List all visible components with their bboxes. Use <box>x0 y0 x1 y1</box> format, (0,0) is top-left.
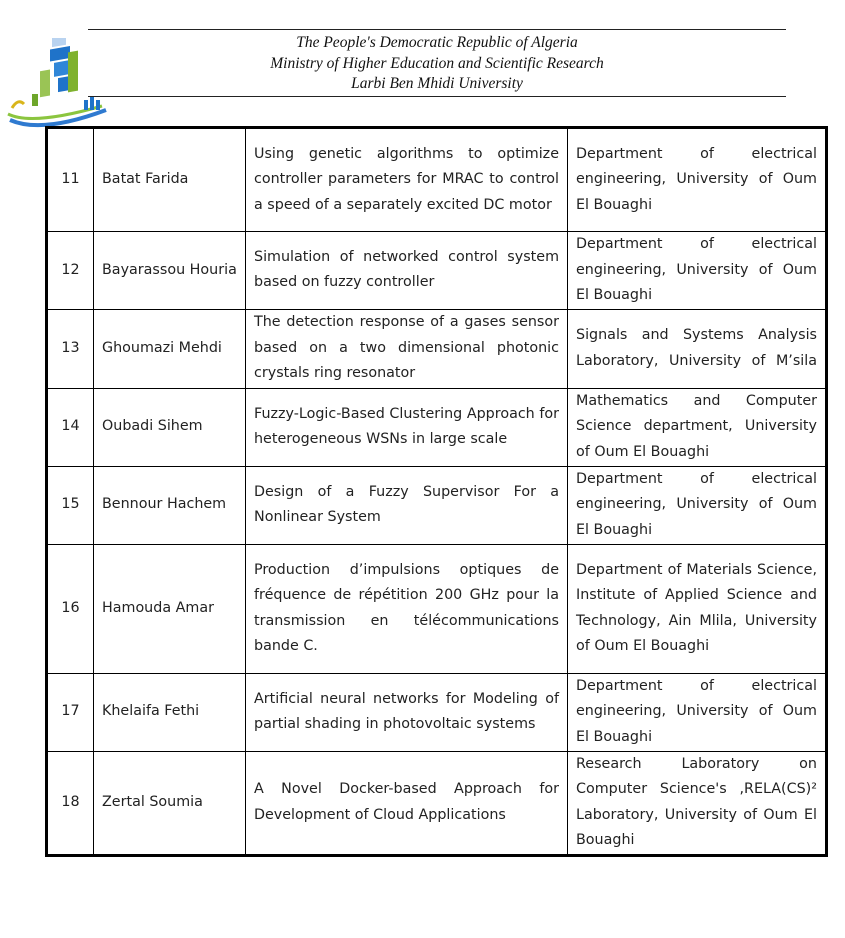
row-number: 17 <box>47 673 94 751</box>
header-university: Larbi Ben Mhidi University <box>351 75 523 92</box>
table-row <box>47 388 827 466</box>
table-row <box>47 751 827 855</box>
paper-title: Using genetic algorithms to optimize controller parameters for MRAC to control a speed of a separately excited DC motor <box>246 128 568 232</box>
affiliation: Department of Materials Science, Institute of Applied Science and Technology, Ain Mlila, University of Oum El Bouaghi <box>568 544 827 673</box>
paper-title: Production d’impulsions optiques de fréquence de répétition 200 GHz pour la transmission en télécommunications bande C. <box>246 544 568 673</box>
row-number: 13 <box>47 309 94 388</box>
author-name: Oubadi Sihem <box>94 388 246 466</box>
author-name: Zertal Soumia <box>94 751 246 855</box>
affiliation: Mathematics and Computer Science department, University of Oum El Bouaghi <box>568 388 827 466</box>
row-number: 16 <box>47 544 94 673</box>
row-number: 15 <box>47 466 94 544</box>
author-name: Bennour Hachem <box>94 466 246 544</box>
affiliation: Signals and Systems Analysis Laboratory, University of M’sila <box>568 309 827 388</box>
paper-title: Simulation of networked control system based on fuzzy controller <box>246 232 568 310</box>
header-bottom-rule <box>88 96 786 97</box>
author-name: Bayarassou Houria <box>94 232 246 310</box>
affiliation: Department of electrical engineering, University of Oum El Bouaghi <box>568 128 827 232</box>
affiliation: Research Laboratory on Computer Science's ,RELA(CS)² Laboratory, University of Oum El Bouaghi <box>568 751 827 855</box>
header-top-rule <box>88 29 786 30</box>
author-name: Khelaifa Fethi <box>94 673 246 751</box>
author-name: Ghoumazi Mehdi <box>94 309 246 388</box>
table-row <box>47 466 827 544</box>
paper-title: The detection response of a gases sensor based on a two dimensional photonic crystals ring resonator <box>246 309 568 388</box>
row-number: 12 <box>47 232 94 310</box>
affiliation: Department of electrical engineering, University of Oum El Bouaghi <box>568 466 827 544</box>
paper-title: Fuzzy-Logic-Based Clustering Approach for heterogeneous WSNs in large scale <box>246 388 568 466</box>
table-row <box>47 232 827 310</box>
affiliation: Department of electrical engineering, University of Oum El Bouaghi <box>568 232 827 310</box>
affiliation: Department of electrical engineering, University of Oum El Bouaghi <box>568 673 827 751</box>
paper-title: Artificial neural networks for Modeling of partial shading in photovoltaic systems <box>246 673 568 751</box>
table-row <box>47 544 827 673</box>
row-number: 18 <box>47 751 94 855</box>
table-row <box>47 128 827 232</box>
header-country: The People's Democratic Republic of Algeria <box>296 34 578 51</box>
paper-title: A Novel Docker-based Approach for Development of Cloud Applications <box>246 751 568 855</box>
paper-title: Design of a Fuzzy Supervisor For a Nonlinear System <box>246 466 568 544</box>
row-number: 11 <box>47 128 94 232</box>
institution-header <box>88 33 786 95</box>
author-name: Batat Farida <box>94 128 246 232</box>
table-row <box>47 309 827 388</box>
table-row <box>47 673 827 751</box>
row-number: 14 <box>47 388 94 466</box>
participants-table <box>45 126 828 857</box>
author-name: Hamouda Amar <box>94 544 246 673</box>
header-ministry: Ministry of Higher Education and Scientific Research <box>270 54 604 72</box>
